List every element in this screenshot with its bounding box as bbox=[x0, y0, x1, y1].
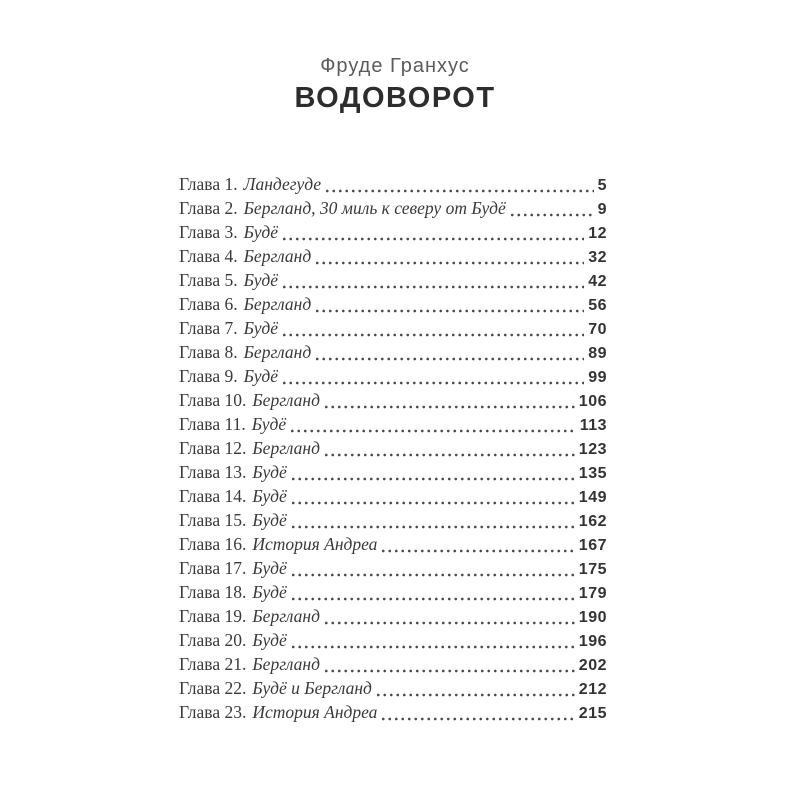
chapter-label: Глава 2. bbox=[179, 198, 238, 218]
dot-leader bbox=[290, 524, 575, 530]
dot-leader bbox=[290, 596, 575, 602]
toc-row bbox=[179, 678, 607, 702]
chapter-label: Глава 5. bbox=[179, 270, 238, 290]
page-number: 56 bbox=[588, 297, 607, 314]
page-number: 12 bbox=[588, 225, 607, 242]
dot-leader bbox=[290, 500, 575, 506]
chapter-label: Глава 22. bbox=[179, 678, 247, 698]
dot-leader bbox=[314, 356, 584, 362]
dot-leader bbox=[290, 572, 575, 578]
dot-leader bbox=[380, 548, 574, 554]
dot-leader bbox=[289, 428, 576, 434]
toc-row bbox=[179, 438, 607, 462]
dot-leader bbox=[281, 236, 584, 242]
chapter-title: Будё и Бергланд bbox=[252, 678, 372, 698]
chapter-title: Будё bbox=[252, 462, 287, 482]
dot-leader bbox=[281, 332, 584, 338]
page-number: 9 bbox=[597, 201, 607, 218]
dot-leader bbox=[290, 476, 575, 482]
chapter-label: Глава 14. bbox=[179, 486, 247, 506]
toc-row bbox=[179, 654, 607, 678]
chapter-label: Глава 3. bbox=[179, 222, 238, 242]
chapter-label: Глава 20. bbox=[179, 630, 247, 650]
page-number: 149 bbox=[578, 489, 607, 506]
chapter-title: Бергланд bbox=[243, 246, 312, 266]
toc-row bbox=[179, 630, 607, 654]
page-number: 179 bbox=[578, 585, 607, 602]
chapter-label: Глава 1. bbox=[179, 174, 238, 194]
page-number: 5 bbox=[597, 177, 607, 194]
toc-row bbox=[179, 582, 607, 606]
dot-leader bbox=[323, 620, 575, 626]
page-number: 32 bbox=[588, 249, 607, 266]
chapter-title: Будё bbox=[243, 318, 279, 338]
page-number: 162 bbox=[578, 513, 607, 530]
chapter-label: Глава 21. bbox=[179, 654, 247, 674]
toc-row bbox=[179, 534, 607, 558]
page-number: 167 bbox=[578, 537, 607, 554]
chapter-title: Бергланд bbox=[252, 438, 320, 458]
page-number: 202 bbox=[578, 657, 607, 674]
dot-leader bbox=[380, 716, 574, 722]
chapter-title: Будё bbox=[243, 222, 279, 242]
page-number: 99 bbox=[588, 369, 607, 386]
chapter-label: Глава 11. bbox=[179, 414, 246, 434]
toc-row bbox=[179, 486, 607, 510]
dot-leader bbox=[314, 308, 584, 314]
toc-row bbox=[179, 606, 607, 630]
chapter-title: Бергланд bbox=[243, 342, 312, 362]
chapter-title: История Андреа bbox=[252, 702, 378, 722]
toc-row bbox=[179, 462, 607, 486]
chapter-label: Глава 10. bbox=[179, 390, 247, 410]
page-number: 70 bbox=[588, 321, 607, 338]
chapter-title: Бергланд bbox=[252, 654, 320, 674]
chapter-label: Глава 23. bbox=[179, 702, 247, 722]
toc-row bbox=[179, 390, 607, 414]
toc-row bbox=[179, 702, 607, 726]
toc-row bbox=[179, 222, 607, 246]
dot-leader bbox=[290, 644, 575, 650]
page-number: 113 bbox=[579, 417, 607, 434]
dot-leader bbox=[314, 260, 584, 266]
dot-leader bbox=[281, 380, 584, 386]
chapter-title: Будё bbox=[252, 510, 287, 530]
toc-row bbox=[179, 294, 607, 318]
chapter-title: Бергланд, 30 миль к северу от Будё bbox=[243, 198, 506, 218]
chapter-label: Глава 9. bbox=[179, 366, 238, 386]
chapter-title: История Андреа bbox=[252, 534, 378, 554]
page-number: 190 bbox=[578, 609, 607, 626]
chapter-label: Глава 6. bbox=[179, 294, 238, 314]
chapter-title: Бергланд bbox=[252, 606, 320, 626]
chapter-title: Будё bbox=[252, 582, 287, 602]
page-header bbox=[0, 54, 790, 114]
page-number: 175 bbox=[578, 561, 607, 578]
dot-leader bbox=[509, 212, 594, 218]
page-number: 135 bbox=[578, 465, 607, 482]
toc-row bbox=[179, 318, 607, 342]
chapter-label: Глава 18. bbox=[179, 582, 247, 602]
dot-leader bbox=[323, 668, 575, 674]
dot-leader bbox=[323, 404, 575, 410]
toc-row bbox=[179, 246, 607, 270]
chapter-title: Будё bbox=[252, 630, 287, 650]
dot-leader bbox=[375, 692, 575, 698]
chapter-label: Глава 12. bbox=[179, 438, 247, 458]
toc-row bbox=[179, 414, 607, 438]
page-number: 106 bbox=[578, 393, 607, 410]
toc-row bbox=[179, 270, 607, 294]
chapter-label: Глава 13. bbox=[179, 462, 247, 482]
dot-leader bbox=[281, 284, 584, 290]
chapter-title: Ландегуде bbox=[243, 174, 322, 194]
page-number: 196 bbox=[578, 633, 607, 650]
author-name: Фруде Гранхус bbox=[320, 55, 470, 77]
toc-row bbox=[179, 558, 607, 582]
table-of-contents bbox=[179, 174, 607, 726]
chapter-title: Будё bbox=[243, 366, 279, 386]
chapter-title: Будё bbox=[252, 558, 287, 578]
page-number: 42 bbox=[588, 273, 607, 290]
dot-leader bbox=[324, 188, 593, 194]
toc-row bbox=[179, 198, 607, 222]
page-number: 212 bbox=[578, 681, 607, 698]
chapter-label: Глава 8. bbox=[179, 342, 238, 362]
chapter-label: Глава 19. bbox=[179, 606, 247, 626]
dot-leader bbox=[323, 452, 575, 458]
page-number: 89 bbox=[588, 345, 607, 362]
page-number: 123 bbox=[578, 441, 607, 458]
chapter-title: Будё bbox=[251, 414, 287, 434]
chapter-title: Бергланд bbox=[243, 294, 312, 314]
chapter-title: Будё bbox=[252, 486, 287, 506]
toc-row bbox=[179, 342, 607, 366]
chapter-label: Глава 17. bbox=[179, 558, 247, 578]
toc-row bbox=[179, 510, 607, 534]
chapter-title: Будё bbox=[243, 270, 279, 290]
chapter-label: Глава 4. bbox=[179, 246, 238, 266]
chapter-label: Глава 7. bbox=[179, 318, 238, 338]
page-number: 215 bbox=[578, 705, 607, 722]
toc-row bbox=[179, 366, 607, 390]
toc-row bbox=[179, 174, 607, 198]
book-title: ВОДОВОРОТ bbox=[294, 82, 496, 114]
chapter-label: Глава 16. bbox=[179, 534, 247, 554]
chapter-label: Глава 15. bbox=[179, 510, 247, 530]
chapter-title: Бергланд bbox=[252, 390, 320, 410]
